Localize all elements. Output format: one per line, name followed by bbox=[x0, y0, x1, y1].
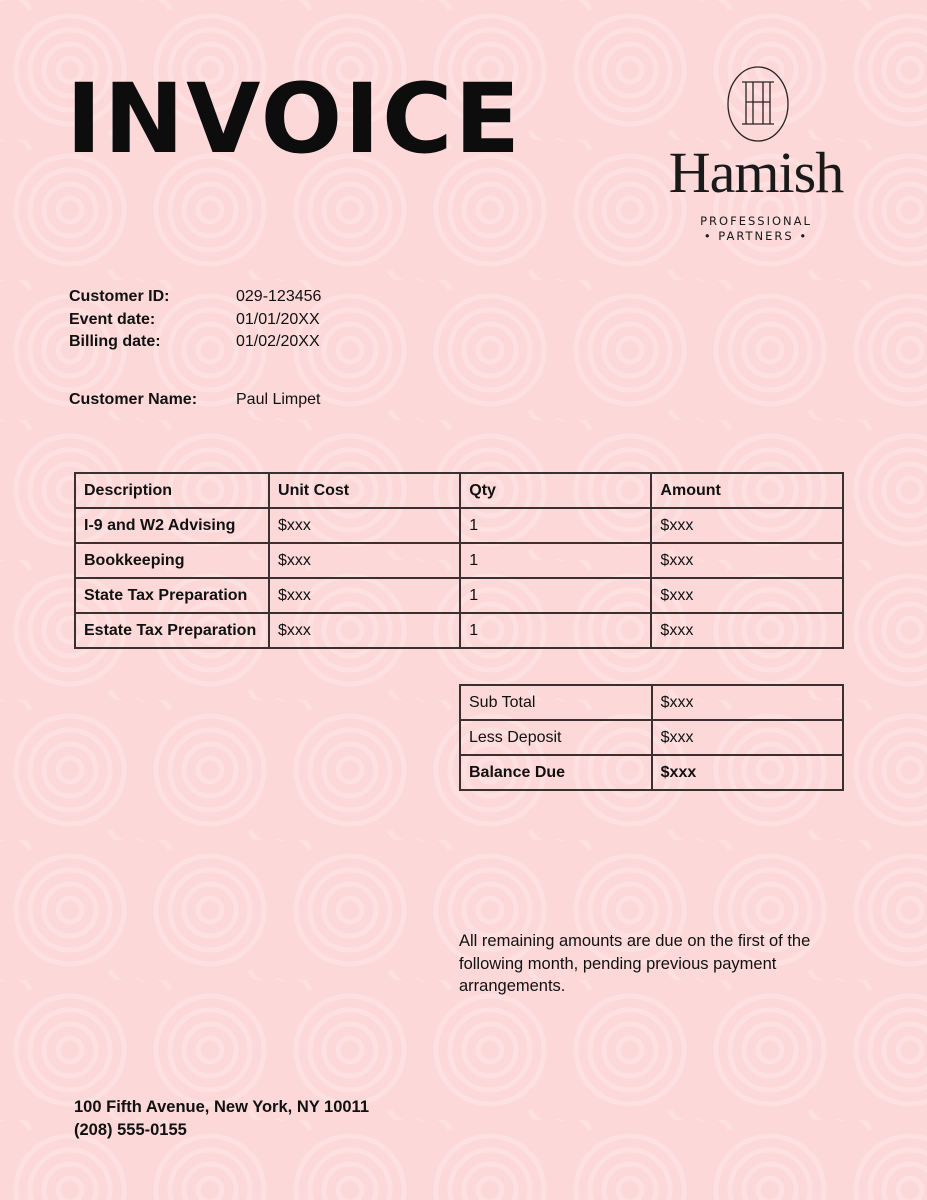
cell-qty: 1 bbox=[460, 578, 651, 613]
cell-unit-cost: $xxx bbox=[269, 543, 460, 578]
footer-contact bbox=[74, 1096, 369, 1142]
subtotal-value: $xxx bbox=[652, 685, 843, 720]
cell-description: Estate Tax Preparation bbox=[75, 613, 269, 648]
cell-amount: $xxx bbox=[651, 578, 843, 613]
table-row bbox=[75, 578, 843, 613]
payment-terms-note: All remaining amounts are due on the first of the following month, pending previous payment arrangements. bbox=[459, 932, 811, 995]
cell-amount: $xxx bbox=[651, 613, 843, 648]
logo-wordmark: Hamish bbox=[668, 140, 844, 205]
info-value: 029-123456 bbox=[236, 288, 322, 305]
deposit-label: Less Deposit bbox=[460, 720, 652, 755]
cell-qty: 1 bbox=[460, 543, 651, 578]
cell-unit-cost: $xxx bbox=[269, 613, 460, 648]
info-value: 01/01/20XX bbox=[236, 310, 320, 328]
cell-description: I-9 and W2 Advising bbox=[75, 508, 269, 543]
subtotal-label: Sub Total bbox=[460, 685, 652, 720]
info-label: Customer ID: bbox=[69, 288, 170, 305]
cell-description: Bookkeeping bbox=[75, 543, 269, 578]
deposit-value: $xxx bbox=[652, 720, 843, 755]
info-label: Event date: bbox=[69, 310, 156, 328]
cell-amount: $xxx bbox=[651, 543, 843, 578]
totals-row-subtotal bbox=[460, 685, 843, 720]
invoice-title: INVOICE bbox=[66, 63, 523, 175]
cell-unit-cost: $xxx bbox=[269, 508, 460, 543]
totals-row-deposit bbox=[460, 720, 843, 755]
table-row bbox=[75, 543, 843, 578]
header-qty: Qty bbox=[460, 473, 651, 508]
header-amount: Amount bbox=[651, 473, 843, 508]
footer-address: 100 Fifth Avenue, New York, NY 10011 bbox=[74, 1098, 369, 1116]
info-value: 01/02/20XX bbox=[236, 333, 320, 350]
customer-name-label: Customer Name: bbox=[69, 391, 198, 408]
monogram-icon bbox=[726, 64, 790, 144]
table-row bbox=[75, 613, 843, 648]
cell-description: State Tax Preparation bbox=[75, 578, 269, 613]
header-unit-cost: Unit Cost bbox=[269, 473, 460, 508]
cell-qty: 1 bbox=[460, 613, 651, 648]
footer-phone: (208) 555-0155 bbox=[74, 1121, 187, 1139]
totals-row-balance-due bbox=[460, 755, 843, 790]
cell-amount: $xxx bbox=[651, 508, 843, 543]
table-row bbox=[75, 508, 843, 543]
logo-subtitle-line1: PROFESSIONAL bbox=[700, 214, 812, 228]
cell-unit-cost: $xxx bbox=[269, 578, 460, 613]
totals-table bbox=[459, 684, 844, 791]
header-description: Description bbox=[75, 473, 269, 508]
balance-due-value: $xxx bbox=[652, 755, 843, 790]
customer-name-value: Paul Limpet bbox=[236, 391, 321, 408]
cell-qty: 1 bbox=[460, 508, 651, 543]
company-logo bbox=[660, 64, 852, 248]
logo-subtitle-line2: • PARTNERS • bbox=[703, 229, 809, 243]
line-items-table bbox=[74, 472, 844, 649]
balance-due-label: Balance Due bbox=[460, 755, 652, 790]
info-label: Billing date: bbox=[69, 333, 161, 350]
table-header-row bbox=[75, 473, 843, 508]
